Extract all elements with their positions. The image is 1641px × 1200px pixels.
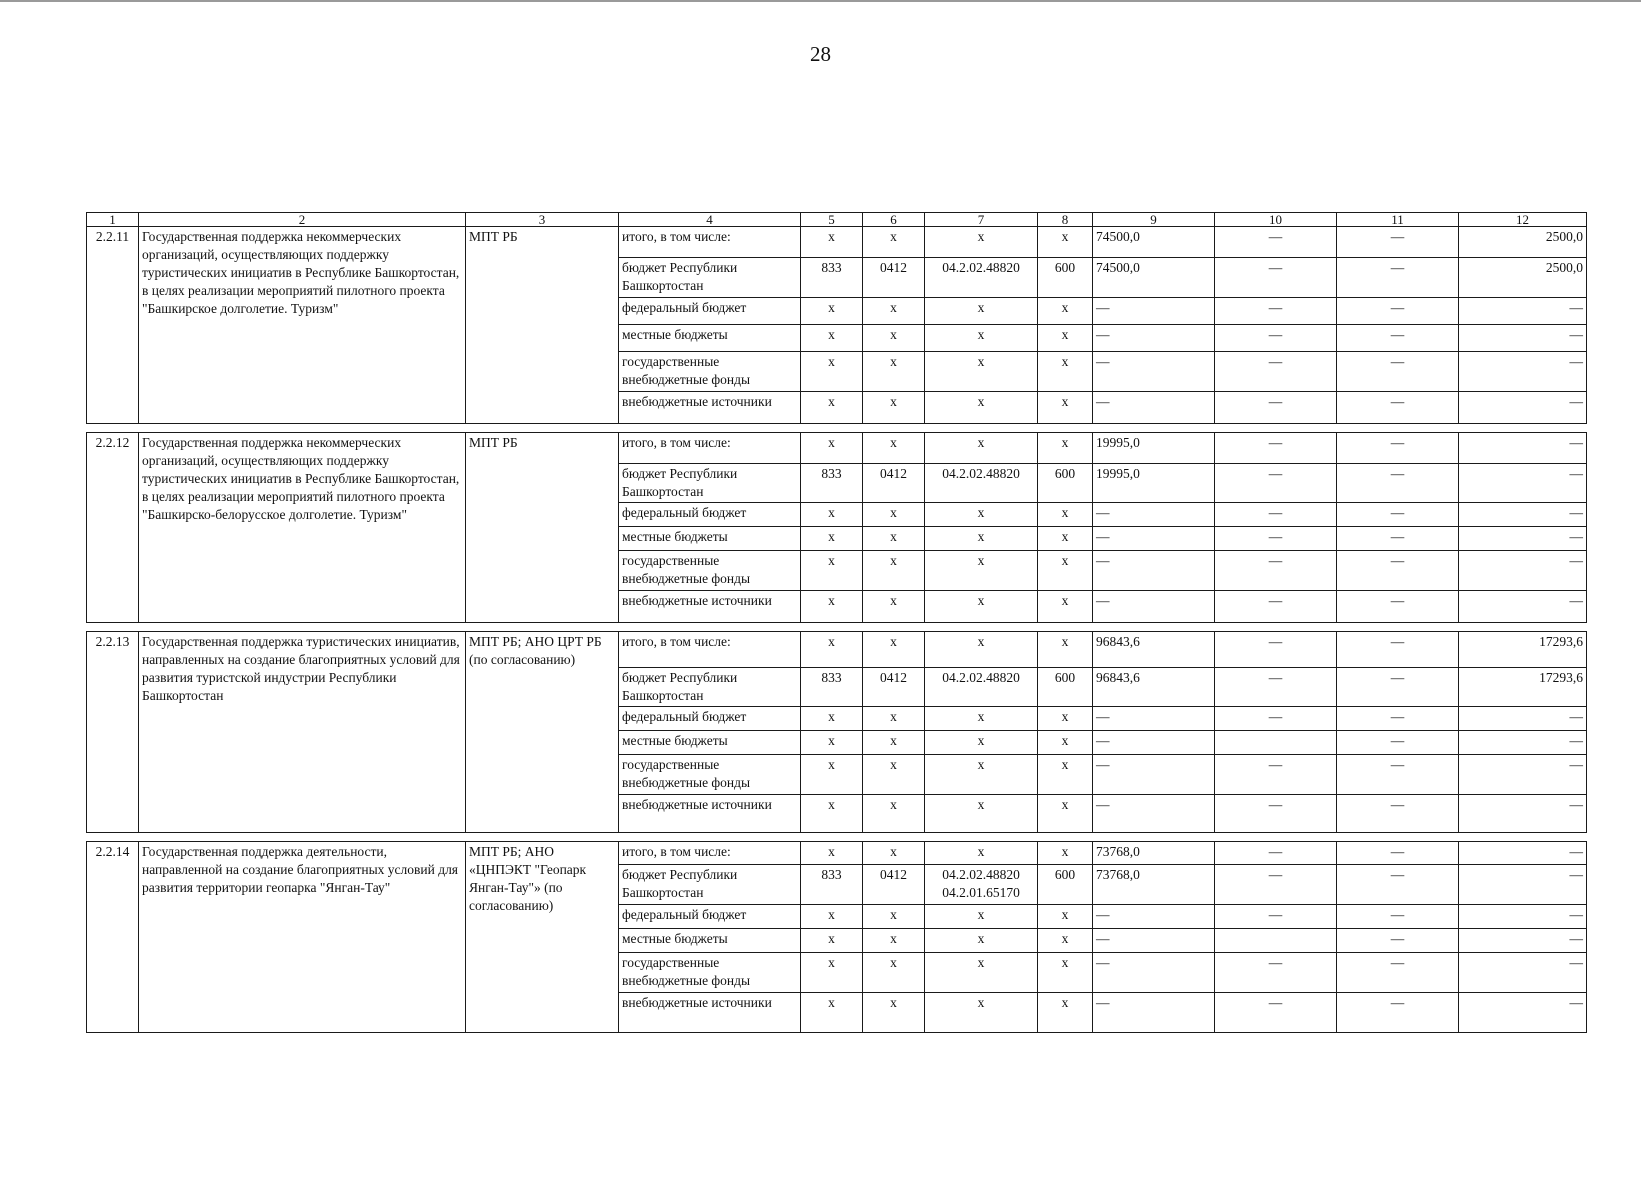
group-separator (87, 833, 1587, 842)
cell-c7: х (925, 632, 1038, 668)
cell-c10: — (1215, 795, 1337, 833)
cell-c6: 0412 (863, 668, 925, 707)
cell-c11: — (1337, 865, 1459, 905)
responsible-executor: МПТ РБ; АНО ЦРТ РБ (по согласованию) (466, 632, 619, 833)
cell-c7: х (925, 929, 1038, 953)
cell-c12: 17293,6 (1459, 668, 1587, 707)
cell-c9: 19995,0 (1093, 464, 1215, 503)
column-header: 3 (466, 213, 619, 227)
cell-c8: х (1038, 795, 1093, 833)
cell-c9: — (1093, 503, 1215, 527)
cell-c10: — (1215, 503, 1337, 527)
cell-c7: 04.2.02.48820 (925, 668, 1038, 707)
cell-c6: х (863, 503, 925, 527)
cell-c6: 0412 (863, 464, 925, 503)
group-separator (87, 424, 1587, 433)
cell-c5: х (801, 795, 863, 833)
column-header: 6 (863, 213, 925, 227)
cell-c10: — (1215, 865, 1337, 905)
cell-c8: 600 (1038, 258, 1093, 298)
cell-c5: х (801, 298, 863, 325)
funding-source: бюджет Республики Башкортостан (619, 865, 801, 905)
funding-source: федеральный бюджет (619, 298, 801, 325)
funding-source: внебюджетные источники (619, 993, 801, 1033)
cell-c8: х (1038, 527, 1093, 551)
table-row (87, 842, 1587, 865)
cell-c8: х (1038, 953, 1093, 993)
cell-c12: — (1459, 865, 1587, 905)
cell-c6: х (863, 591, 925, 623)
cell-c12: — (1459, 993, 1587, 1033)
cell-c10: — (1215, 905, 1337, 929)
cell-c10: — (1215, 591, 1337, 623)
cell-c6: х (863, 953, 925, 993)
cell-c7: х (925, 755, 1038, 795)
cell-c8: х (1038, 842, 1093, 865)
column-header: 4 (619, 213, 801, 227)
cell-c6: х (863, 392, 925, 424)
cell-c5: х (801, 433, 863, 464)
cell-c9: — (1093, 731, 1215, 755)
measure-number: 2.2.11 (87, 227, 139, 424)
cell-c8: х (1038, 591, 1093, 623)
cell-c6: х (863, 731, 925, 755)
cell-c11: — (1337, 503, 1459, 527)
cell-c8: х (1038, 551, 1093, 591)
cell-c8: х (1038, 433, 1093, 464)
funding-source: внебюджетные источники (619, 392, 801, 424)
cell-c10: — (1215, 298, 1337, 325)
measure-description: Государственная поддержка туристических инициатив, направленных на создание благоприятных условий для развития туристской индустрии Республики Башкортостан (139, 632, 466, 833)
cell-c12: — (1459, 731, 1587, 755)
cell-c12: — (1459, 842, 1587, 865)
cell-c12: — (1459, 905, 1587, 929)
cell-c11: — (1337, 527, 1459, 551)
cell-c12: 2500,0 (1459, 227, 1587, 258)
cell-c10: — (1215, 668, 1337, 707)
cell-c5: х (801, 953, 863, 993)
column-header: 11 (1337, 213, 1459, 227)
cell-c10: — (1215, 392, 1337, 424)
funding-source: итого, в том числе: (619, 842, 801, 865)
cell-c7: х (925, 795, 1038, 833)
cell-c12: — (1459, 503, 1587, 527)
cell-c7: х (925, 905, 1038, 929)
cell-c5: х (801, 842, 863, 865)
separator-cell (87, 424, 1587, 433)
cell-c5: х (801, 591, 863, 623)
cell-c5: х (801, 905, 863, 929)
cell-c6: х (863, 325, 925, 352)
cell-c9: — (1093, 905, 1215, 929)
funding-source: внебюджетные источники (619, 795, 801, 833)
cell-c11: — (1337, 258, 1459, 298)
funding-source: федеральный бюджет (619, 503, 801, 527)
cell-c11: — (1337, 298, 1459, 325)
cell-c5: х (801, 227, 863, 258)
cell-c6: х (863, 929, 925, 953)
cell-c10: — (1215, 953, 1337, 993)
column-header: 12 (1459, 213, 1587, 227)
cell-c6: х (863, 755, 925, 795)
cell-c6: х (863, 795, 925, 833)
cell-c8: 600 (1038, 464, 1093, 503)
separator-cell (87, 833, 1587, 842)
cell-c10: — (1215, 325, 1337, 352)
cell-c10: — (1215, 842, 1337, 865)
cell-c6: х (863, 905, 925, 929)
cell-c6: х (863, 993, 925, 1033)
funding-source: федеральный бюджет (619, 905, 801, 929)
cell-c7: х (925, 527, 1038, 551)
cell-c6: 0412 (863, 865, 925, 905)
cell-c8: 600 (1038, 865, 1093, 905)
cell-c12: — (1459, 433, 1587, 464)
cell-c9: — (1093, 551, 1215, 591)
cell-c5: х (801, 632, 863, 668)
cell-c8: х (1038, 929, 1093, 953)
table-body (87, 227, 1587, 1033)
cell-c12: — (1459, 527, 1587, 551)
cell-c7: х (925, 433, 1038, 464)
cell-c9: — (1093, 591, 1215, 623)
cell-c5: х (801, 325, 863, 352)
column-header: 9 (1093, 213, 1215, 227)
cell-c7: х (925, 298, 1038, 325)
cell-c11: — (1337, 731, 1459, 755)
cell-c6: х (863, 352, 925, 392)
cell-c5: х (801, 755, 863, 795)
funding-source: государственные внебюджетные фонды (619, 953, 801, 993)
cell-c7: х (925, 551, 1038, 591)
cell-c9: 74500,0 (1093, 258, 1215, 298)
cell-c6: х (863, 551, 925, 591)
column-header: 10 (1215, 213, 1337, 227)
cell-c9: 73768,0 (1093, 865, 1215, 905)
cell-c12: — (1459, 591, 1587, 623)
cell-c7: х (925, 993, 1038, 1033)
responsible-executor: МПТ РБ; АНО «ЦНПЭКТ "Геопарк Янган-Тау"» (по согласованию) (466, 842, 619, 1033)
cell-c11: — (1337, 842, 1459, 865)
cell-c6: х (863, 298, 925, 325)
cell-c9: — (1093, 993, 1215, 1033)
cell-c10: — (1215, 551, 1337, 591)
cell-c5: х (801, 527, 863, 551)
cell-c6: х (863, 227, 925, 258)
cell-c10: — (1215, 755, 1337, 795)
cell-c11: — (1337, 392, 1459, 424)
measure-number: 2.2.12 (87, 433, 139, 623)
cell-c7: х (925, 503, 1038, 527)
funding-source: местные бюджеты (619, 325, 801, 352)
cell-c12: — (1459, 551, 1587, 591)
cell-c11: — (1337, 795, 1459, 833)
cell-c10: — (1215, 464, 1337, 503)
funding-source: бюджет Республики Башкортостан (619, 464, 801, 503)
cell-c5: х (801, 993, 863, 1033)
cell-c10: — (1215, 707, 1337, 731)
group-separator (87, 623, 1587, 632)
cell-c8: х (1038, 325, 1093, 352)
cell-c12: — (1459, 707, 1587, 731)
measure-number: 2.2.13 (87, 632, 139, 833)
cell-c11: — (1337, 352, 1459, 392)
cell-c9: — (1093, 929, 1215, 953)
cell-c12: 17293,6 (1459, 632, 1587, 668)
cell-c11: — (1337, 433, 1459, 464)
cell-c8: х (1038, 352, 1093, 392)
cell-c5: х (801, 707, 863, 731)
cell-c8: х (1038, 392, 1093, 424)
cell-c5: 833 (801, 258, 863, 298)
cell-c9: — (1093, 755, 1215, 795)
cell-c6: х (863, 527, 925, 551)
cell-c8: х (1038, 503, 1093, 527)
funding-source: итого, в том числе: (619, 227, 801, 258)
cell-c6: х (863, 433, 925, 464)
cell-c9: — (1093, 795, 1215, 833)
cell-c11: — (1337, 929, 1459, 953)
funding-source: бюджет Республики Башкортостан (619, 258, 801, 298)
responsible-executor: МПТ РБ (466, 227, 619, 424)
cell-c9: 73768,0 (1093, 842, 1215, 865)
cell-c8: х (1038, 298, 1093, 325)
cell-c5: х (801, 731, 863, 755)
column-header: 7 (925, 213, 1038, 227)
cell-c11: — (1337, 591, 1459, 623)
cell-c8: х (1038, 755, 1093, 795)
funding-source: местные бюджеты (619, 527, 801, 551)
cell-c5: 833 (801, 865, 863, 905)
cell-c7: 04.2.02.48820 (925, 464, 1038, 503)
cell-c9: — (1093, 953, 1215, 993)
cell-c8: х (1038, 227, 1093, 258)
responsible-executor: МПТ РБ (466, 433, 619, 623)
funding-source: итого, в том числе: (619, 632, 801, 668)
cell-c11: — (1337, 953, 1459, 993)
cell-c11: — (1337, 993, 1459, 1033)
cell-c7: х (925, 325, 1038, 352)
measure-description: Государственная поддержка некоммерческих организаций, осуществляющих поддержку туристических инициатив в Республике Башкортостан, в целях реализации мероприятий пилотного проекта "Башкирское долголетие. Туризм" (139, 227, 466, 424)
table-row (87, 227, 1587, 258)
cell-c7: 04.2.02.48820 (925, 258, 1038, 298)
cell-c9: — (1093, 298, 1215, 325)
cell-c6: 0412 (863, 258, 925, 298)
measure-number: 2.2.14 (87, 842, 139, 1033)
table-row (87, 433, 1587, 464)
measure-description: Государственная поддержка деятельности, направленной на создание благоприятных условий для развития территории геопарка "Янган-Тау" (139, 842, 466, 1033)
cell-c9: — (1093, 352, 1215, 392)
cell-c11: — (1337, 325, 1459, 352)
column-header: 5 (801, 213, 863, 227)
cell-c10: — (1215, 258, 1337, 298)
cell-c12: 2500,0 (1459, 258, 1587, 298)
cell-c5: х (801, 929, 863, 953)
cell-c10: — (1215, 632, 1337, 668)
cell-c11: — (1337, 707, 1459, 731)
scan-top-edge (0, 0, 1641, 2)
cell-c11: — (1337, 464, 1459, 503)
cell-c7: х (925, 352, 1038, 392)
cell-c9: — (1093, 707, 1215, 731)
cell-c5: 833 (801, 464, 863, 503)
cell-c9: 19995,0 (1093, 433, 1215, 464)
cell-c12: — (1459, 298, 1587, 325)
cell-c6: х (863, 632, 925, 668)
cell-c7: х (925, 842, 1038, 865)
column-header: 1 (87, 213, 139, 227)
funding-source: внебюджетные источники (619, 591, 801, 623)
cell-c8: 600 (1038, 668, 1093, 707)
cell-c9: 96843,6 (1093, 668, 1215, 707)
cell-c12: — (1459, 953, 1587, 993)
cell-c7: х (925, 707, 1038, 731)
cell-c10: — (1215, 433, 1337, 464)
cell-c12: — (1459, 464, 1587, 503)
funding-source: итого, в том числе: (619, 433, 801, 464)
cell-c5: х (801, 392, 863, 424)
column-number-row (87, 213, 1587, 227)
page-number: 28 (810, 42, 831, 66)
cell-c8: х (1038, 707, 1093, 731)
cell-c5: х (801, 352, 863, 392)
cell-c10 (1215, 731, 1337, 755)
cell-c7: х (925, 392, 1038, 424)
cell-c11: — (1337, 632, 1459, 668)
cell-c9: — (1093, 527, 1215, 551)
cell-c11: — (1337, 905, 1459, 929)
cell-c5: х (801, 503, 863, 527)
budget-table (86, 212, 1587, 1033)
cell-c5: 833 (801, 668, 863, 707)
cell-c10: — (1215, 993, 1337, 1033)
table-row (87, 632, 1587, 668)
cell-c8: х (1038, 731, 1093, 755)
cell-c11: — (1337, 755, 1459, 795)
column-header: 8 (1038, 213, 1093, 227)
cell-c12: — (1459, 325, 1587, 352)
cell-c11: — (1337, 551, 1459, 591)
funding-source: местные бюджеты (619, 929, 801, 953)
cell-c8: х (1038, 905, 1093, 929)
cell-c12: — (1459, 392, 1587, 424)
cell-c12: — (1459, 929, 1587, 953)
funding-source: бюджет Республики Башкортостан (619, 668, 801, 707)
funding-source: государственные внебюджетные фонды (619, 352, 801, 392)
cell-c9: 96843,6 (1093, 632, 1215, 668)
funding-source: федеральный бюджет (619, 707, 801, 731)
cell-c12: — (1459, 795, 1587, 833)
cell-c9: — (1093, 325, 1215, 352)
cell-c10: — (1215, 352, 1337, 392)
separator-cell (87, 623, 1587, 632)
funding-source: государственные внебюджетные фонды (619, 755, 801, 795)
cell-c10: — (1215, 527, 1337, 551)
cell-c8: х (1038, 993, 1093, 1033)
cell-c6: х (863, 842, 925, 865)
cell-c9: — (1093, 392, 1215, 424)
column-header: 2 (139, 213, 466, 227)
cell-c6: х (863, 707, 925, 731)
cell-c11: — (1337, 227, 1459, 258)
cell-c12: — (1459, 352, 1587, 392)
cell-c5: х (801, 551, 863, 591)
cell-c7: 04.2.02.48820 04.2.01.65170 (925, 865, 1038, 905)
measure-description: Государственная поддержка некоммерческих организаций, осуществляющих поддержку туристических инициатив в Республике Башкортостан, в целях реализации мероприятий пилотного проекта "Башкирско-белорусское долголетие. Туризм" (139, 433, 466, 623)
cell-c7: х (925, 227, 1038, 258)
cell-c11: — (1337, 668, 1459, 707)
funding-source: государственные внебюджетные фонды (619, 551, 801, 591)
cell-c9: 74500,0 (1093, 227, 1215, 258)
funding-source: местные бюджеты (619, 731, 801, 755)
cell-c10: — (1215, 227, 1337, 258)
cell-c7: х (925, 731, 1038, 755)
cell-c10 (1215, 929, 1337, 953)
cell-c12: — (1459, 755, 1587, 795)
cell-c7: х (925, 591, 1038, 623)
cell-c7: х (925, 953, 1038, 993)
cell-c8: х (1038, 632, 1093, 668)
